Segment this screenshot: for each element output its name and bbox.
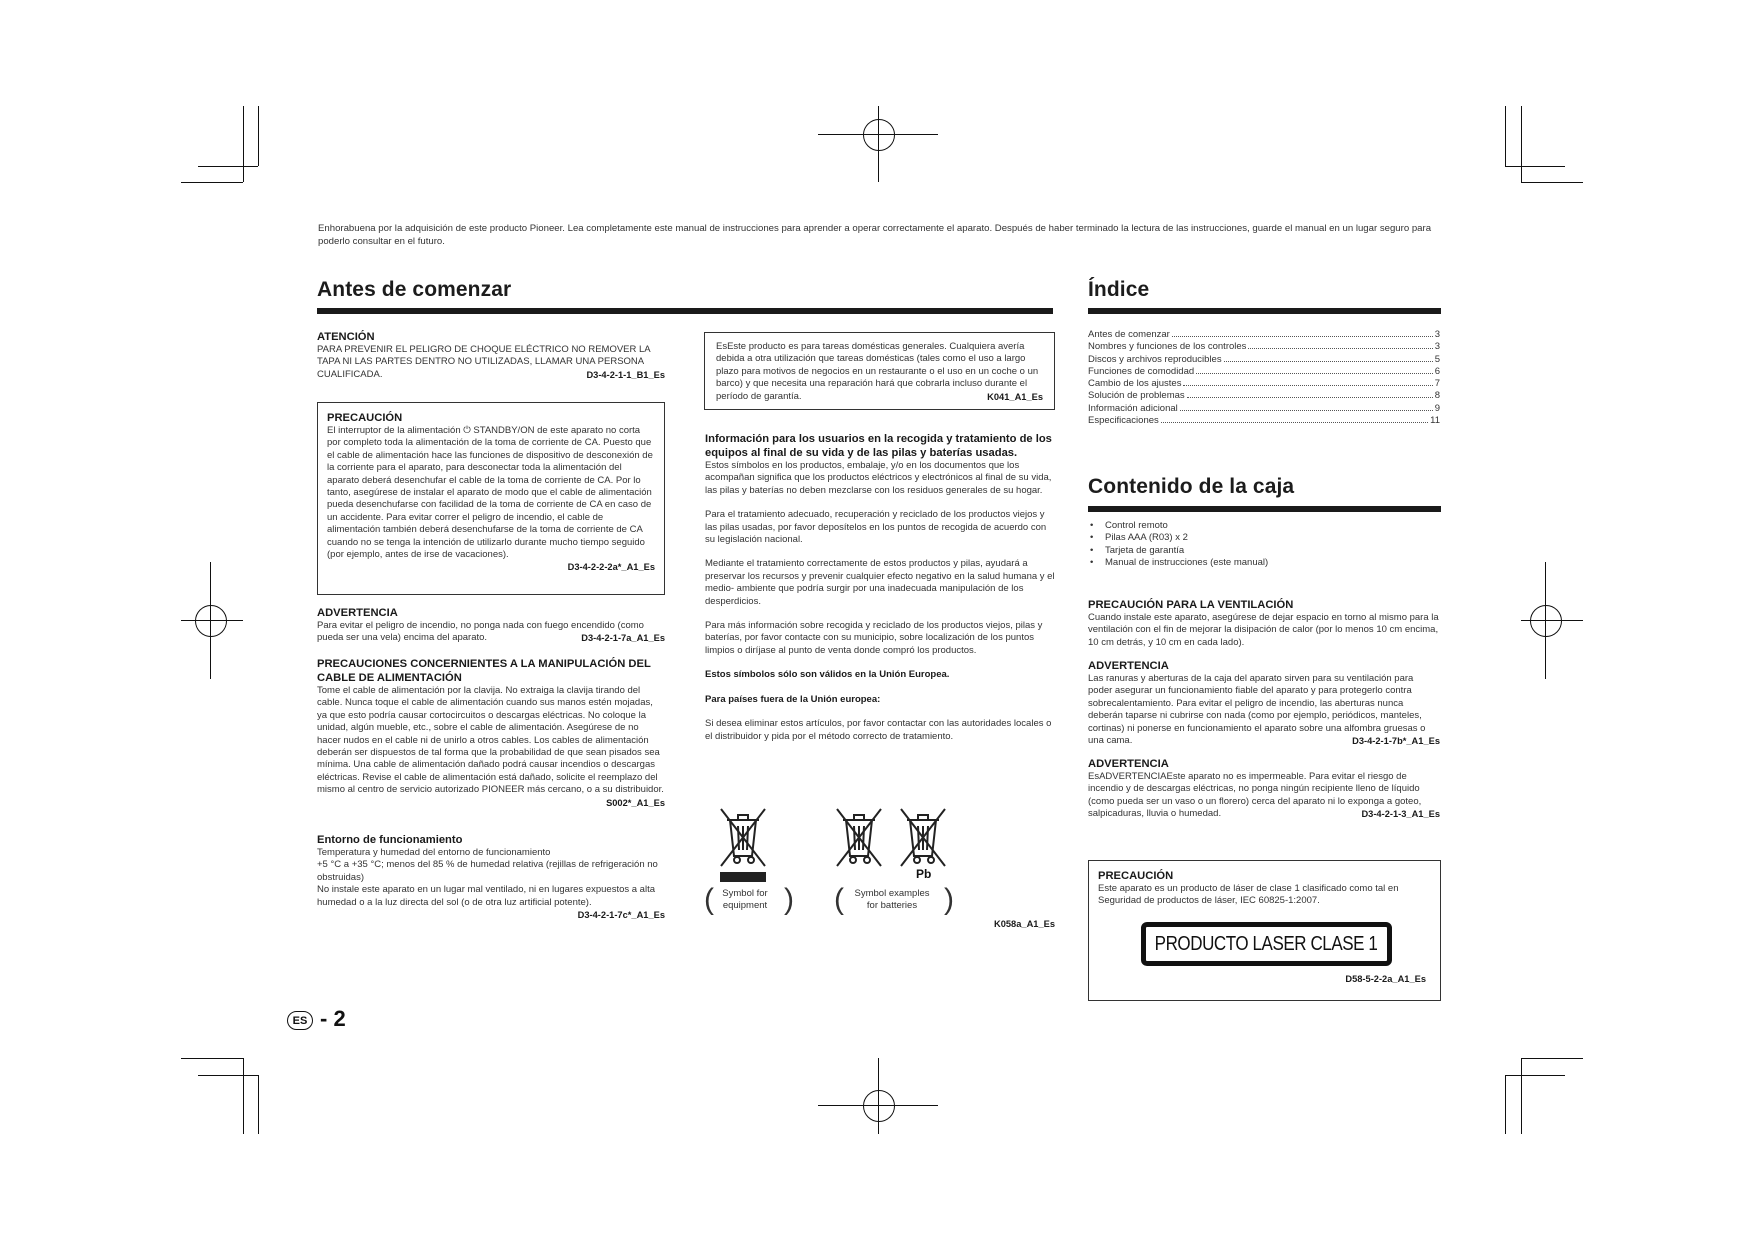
toc-leader [1187, 397, 1433, 398]
precaucion-box [317, 402, 665, 595]
intro-text: Enhorabuena por la adquisición de este producto Pioneer. Lea completamente este manual de instrucciones para aprender a operar correctamente el aparato. Después de haber terminado la lectura de las instrucciones, guarde el manual en un lugar seguro para poderlo consultar en el futuro. [318, 222, 1432, 247]
toc-row[interactable] [1088, 403, 1440, 415]
recycling-block [705, 432, 1055, 743]
toc-leader [1248, 348, 1432, 349]
toc-page: 3 [1434, 341, 1440, 353]
laser-text: Este aparato es un producto de láser de clase 1 clasificado como tal en Seguridad de productos de láser, IEC 60825-1:2007. [1098, 883, 1399, 907]
advertencia-block [317, 606, 665, 645]
box-contents [1088, 520, 1440, 570]
toc-page: 6 [1434, 365, 1440, 377]
toc-label: Especificaciones [1088, 415, 1159, 427]
laser-class-label [1141, 922, 1392, 966]
toc-leader [1183, 385, 1432, 386]
weee-battery-pb-icon [898, 806, 948, 868]
vent-block [1088, 598, 1440, 649]
toc-row[interactable] [1088, 415, 1440, 427]
entorno-block [317, 833, 665, 921]
weee-battery-icon [834, 806, 884, 868]
adv2-code: D3-4-2-1-3_A1_Es [1361, 809, 1440, 820]
cable-code: S002*_A1_Es [606, 797, 665, 808]
page-number: - 2 [320, 1006, 346, 1031]
toc-page: 11 [1430, 415, 1440, 427]
symbol-equipment-caption: Symbol for equipment [722, 888, 768, 911]
vent-heading: PRECAUCIÓN PARA LA VENTILACIÓN [1088, 599, 1294, 611]
list-item: • Tarjeta de garantía [1088, 545, 1440, 557]
precaucion-code: D3-4-2-2-2a*_A1_Es [567, 562, 655, 573]
paren-left-2: ( [834, 883, 844, 916]
laser-class-label-text: PRODUCTO LASER CLASE 1 [1155, 932, 1378, 955]
atencion-text: PARA PREVENIR EL PELIGRO DE CHOQUE ELÉCTRICO NO REMOVER LA TAPA NI LAS PARTES DENTRO NO UTILIZADAS, LLAMAR UNA PERSONA CUALIFICADA. D3-4-2-1-1_B1_Es [317, 344, 665, 380]
toc-page: 5 [1434, 353, 1440, 365]
toc-label: Solución de problemas [1088, 390, 1185, 402]
entorno-code: D3-4-2-1-7c*_A1_Es [577, 910, 665, 921]
toc-leader [1172, 336, 1433, 337]
recycling-p1: Estos símbolos en los productos, embalaje, y/o en los documentos que los acompañan significa que los productos eléctricos y electrónicos al final de su vida, las pilas y baterías no deben mezclarse con los residuos generales de su hogar. [705, 460, 1052, 496]
advertencia-text: Para evitar el peligro de incendio, no ponga nada con fuego encendido (como pueda ser una vela) encima del aparato. D3-4-2-1-7a_A1_Es [317, 620, 665, 644]
symbol-batteries-caption: Symbol examples for batteries [854, 888, 930, 911]
domestic-box [704, 332, 1055, 410]
paren-right-2: ) [944, 883, 954, 916]
section-title-indice: Índice [1088, 278, 1150, 301]
toc-leader [1180, 410, 1433, 411]
cable-heading: PRECAUCIONES CONCERNIENTES A LA MANIPULACIÓN DEL CABLE DE ALIMENTACIÓN [317, 658, 651, 684]
toc-leader [1196, 373, 1433, 374]
toc-row[interactable] [1088, 341, 1440, 353]
toc-row[interactable] [1088, 378, 1440, 390]
toc-label: Nombres y funciones de los controles [1088, 341, 1247, 353]
list-item: • Pilas AAA (R03) x 2 [1088, 532, 1440, 544]
precaucion-heading: PRECAUCIÓN [327, 412, 403, 424]
recycling-p2: Para el tratamiento adecuado, recuperación y reciclado de los productos viejos y las pilas usadas, por favor deposítelos en los puntos de recogida de acuerdo con su legislación nacional. [705, 509, 1047, 546]
pb-label: Pb [916, 867, 932, 881]
advertencia-code: D3-4-2-1-7a_A1_Es [581, 633, 665, 644]
atencion-code: D3-4-2-1-1_B1_Es [586, 369, 665, 380]
toc-row[interactable] [1088, 366, 1440, 378]
eu-note: Estos símbolos sólo son válidos en la Unión Europea. [705, 669, 950, 681]
section-rule [317, 308, 1053, 314]
toc-list [1088, 329, 1440, 427]
section-rule [1088, 506, 1441, 512]
section-title-contenido: Contenido de la caja [1088, 475, 1295, 498]
toc-leader [1224, 361, 1433, 362]
toc-page: 7 [1434, 378, 1440, 390]
weee-code: K058a_A1_Es [994, 919, 1055, 929]
section-rule [1088, 308, 1441, 314]
vent-text: Cuando instale este aparato, asegúrese de dejar espacio en torno al mismo para la ventilación con el fin de mejorar la disipación de calor (por lo menos 10 cm encima, 10 cm detrás, y 10 cm en cada lado). [1088, 612, 1439, 648]
adv2-text: EsADVERTENCIAEste aparato no es impermeable. Para evitar el riesgo de incendio y de descargas eléctricas, no ponga ningún recipiente lleno de líquido (como pueda ser un vaso o un florero) cerca del aparato ni lo exponga a goteo, salpicaduras, lluvia o humedad. D3-4-2-1-3_A1_Es [1088, 771, 1440, 820]
toc-row[interactable] [1088, 329, 1440, 341]
atencion-heading: ATENCIÓN [317, 331, 375, 343]
cable-block [317, 657, 665, 809]
language-badge: ES [287, 1011, 313, 1030]
toc-page: 3 [1434, 329, 1440, 340]
non-eu-heading: Para países fuera de la Unión europea: [705, 693, 881, 705]
laser-heading: PRECAUCIÓN [1098, 870, 1174, 882]
toc-page: 8 [1434, 390, 1440, 402]
domestic-code: K041_A1_Es [987, 391, 1043, 402]
adv1-text: Las ranuras y aberturas de la caja del aparato sirven para su ventilación para poder asegurar un funcionamiento fiable del aparato y para protegerlo contra sobrecalentamiento. Para evitar el peligro de incendio, las aberturas nunca deberán taparse ni cubrirse con nada (como por ejemplo, periódicos, manteles, cortinas) ni ponerse en funcionamiento el aparato sobre una alfombra gruesas o una cama. D3-4-2-1-7b*_A1_Es [1088, 673, 1440, 747]
list-item: • Control remoto [1088, 520, 1440, 532]
non-eu-text: Si desea eliminar estos artículos, por favor contactar con las autoridades locales o el distribuidor y pida por el método correcto de tratamiento. [705, 718, 1052, 742]
entorno-heading: Entorno de funcionamiento [317, 834, 463, 846]
adv2-block [1088, 757, 1440, 821]
adv1-block [1088, 659, 1440, 747]
paren-right-1: ) [784, 883, 794, 916]
recycling-heading: Información para los usuarios en la recogida y tratamiento de los equipos al final de su vida y de las pilas y baterías usadas. [705, 433, 1052, 459]
toc-label: Antes de comenzar [1088, 329, 1170, 340]
adv1-heading: ADVERTENCIA [1088, 660, 1169, 672]
toc-page: 9 [1434, 402, 1440, 414]
recycling-p3: Mediante el tratamiento correctamente de estos productos y pilas, ayudará a preservar los recursos y prevenir cualquier efecto negativo en la salud humana y el medio- ambiente que podría surgir por una inadecuada manipulación de los desperdicios. [705, 558, 1055, 607]
adv2-heading: ADVERTENCIA [1088, 758, 1169, 770]
atencion-block [317, 330, 665, 381]
toc-label: Discos y archivos reproducibles [1088, 353, 1222, 365]
domestic-text: EsEste producto es para tareas domésticas generales. Cualquiera avería debida a otra utilización que tareas domésticas (tales como el uso a largo plazo para motivos de negocios en un restaurante o el uso en un coche o un barco) y que necesita una reparación hará que cobrarla incluso durante el período de garantía. K041_A1_Es [716, 341, 1043, 402]
toc-label: Funciones de comodidad [1088, 365, 1195, 377]
toc-label: Cambio de los ajustes [1088, 378, 1182, 390]
toc-row[interactable] [1088, 390, 1440, 402]
entorno-text: Temperatura y humedad del entorno de funcionamiento +5 °C a +35 °C; menos del 85 % de humedad relativa (rejillas de refrigeración no obstruidas) No instale este aparato en un lugar mal ventilado, ni en lugares expuestos a alta humedad o a la luz directa del sol (o de otra luz artificial potente). [317, 847, 658, 908]
weee-equipment-icon [718, 806, 768, 882]
paren-left-1: ( [704, 883, 714, 916]
section-title-antes: Antes de comenzar [317, 278, 512, 301]
advertencia-heading: ADVERTENCIA [317, 607, 398, 619]
cable-text: Tome el cable de alimentación por la clavija. No extraiga la clavija tirando del cable. Nunca toque el cable de alimentación cuando sus manos estén mojadas, ya que esto podría causar cortocircuitos o descargas eléctricas. No coloque la unidad, algún mueble, etc., sobre el cable de alimentación. Asegúrese de no hacer nudos en el cable ni de unirlo a otros cables. Los cables de alimentación deberán ser dispuestos de tal forma que la probabilidad de que sean pisados sea mínima. Una cable de alimentación dañado podrá causar incendios o descargas eléctricas. Revise el cable de alimentación está dañado, solicite el reemplazo del mismo al centro de servicio autorizado PIONEER más cercano, o a su distribuidor. [317, 685, 664, 796]
laser-code: D58-5-2-2a_A1_Es [1345, 974, 1426, 984]
toc-leader [1161, 422, 1428, 423]
list-item: • Manual de instrucciones (este manual) [1088, 557, 1440, 569]
precaucion-text: El interruptor de la alimentación ⏻ STANDBY/ON de este aparato no corta por completo toda la alimentación de la toma de corriente de CA. Puesto que el cable de alimentación hace las funciones de dispositivo de desconexión de la corriente para el aparato, para desconectar toda la alimentación del aparato deberá desenchufar el cable de la toma de corriente de CA. Por lo tanto, asegúrese de instalar el aparato de modo que el cable de alimentación pueda desenchufarse con facilidad de la toma de corriente de CA en caso de un accidente. Para evitar correr el peligro de incendio, el cable de alimentación también deberá desenchufarse de la toma de corriente de CA cuando no se tenga la intención de utilizarlo durante mucho tiempo seguido (por ejemplo, antes de irse de vacaciones). [327, 425, 653, 561]
toc-label: Información adicional [1088, 402, 1178, 414]
toc-row[interactable] [1088, 354, 1440, 366]
adv1-code: D3-4-2-1-7b*_A1_Es [1352, 736, 1440, 747]
recycling-p4: Para más información sobre recogida y reciclado de los productos viejos, pilas y baterías, por favor contacte con su municipio, sobre localización de los puntos limpios o diríjase al punto de venta donde compró los productos. [705, 620, 1043, 656]
